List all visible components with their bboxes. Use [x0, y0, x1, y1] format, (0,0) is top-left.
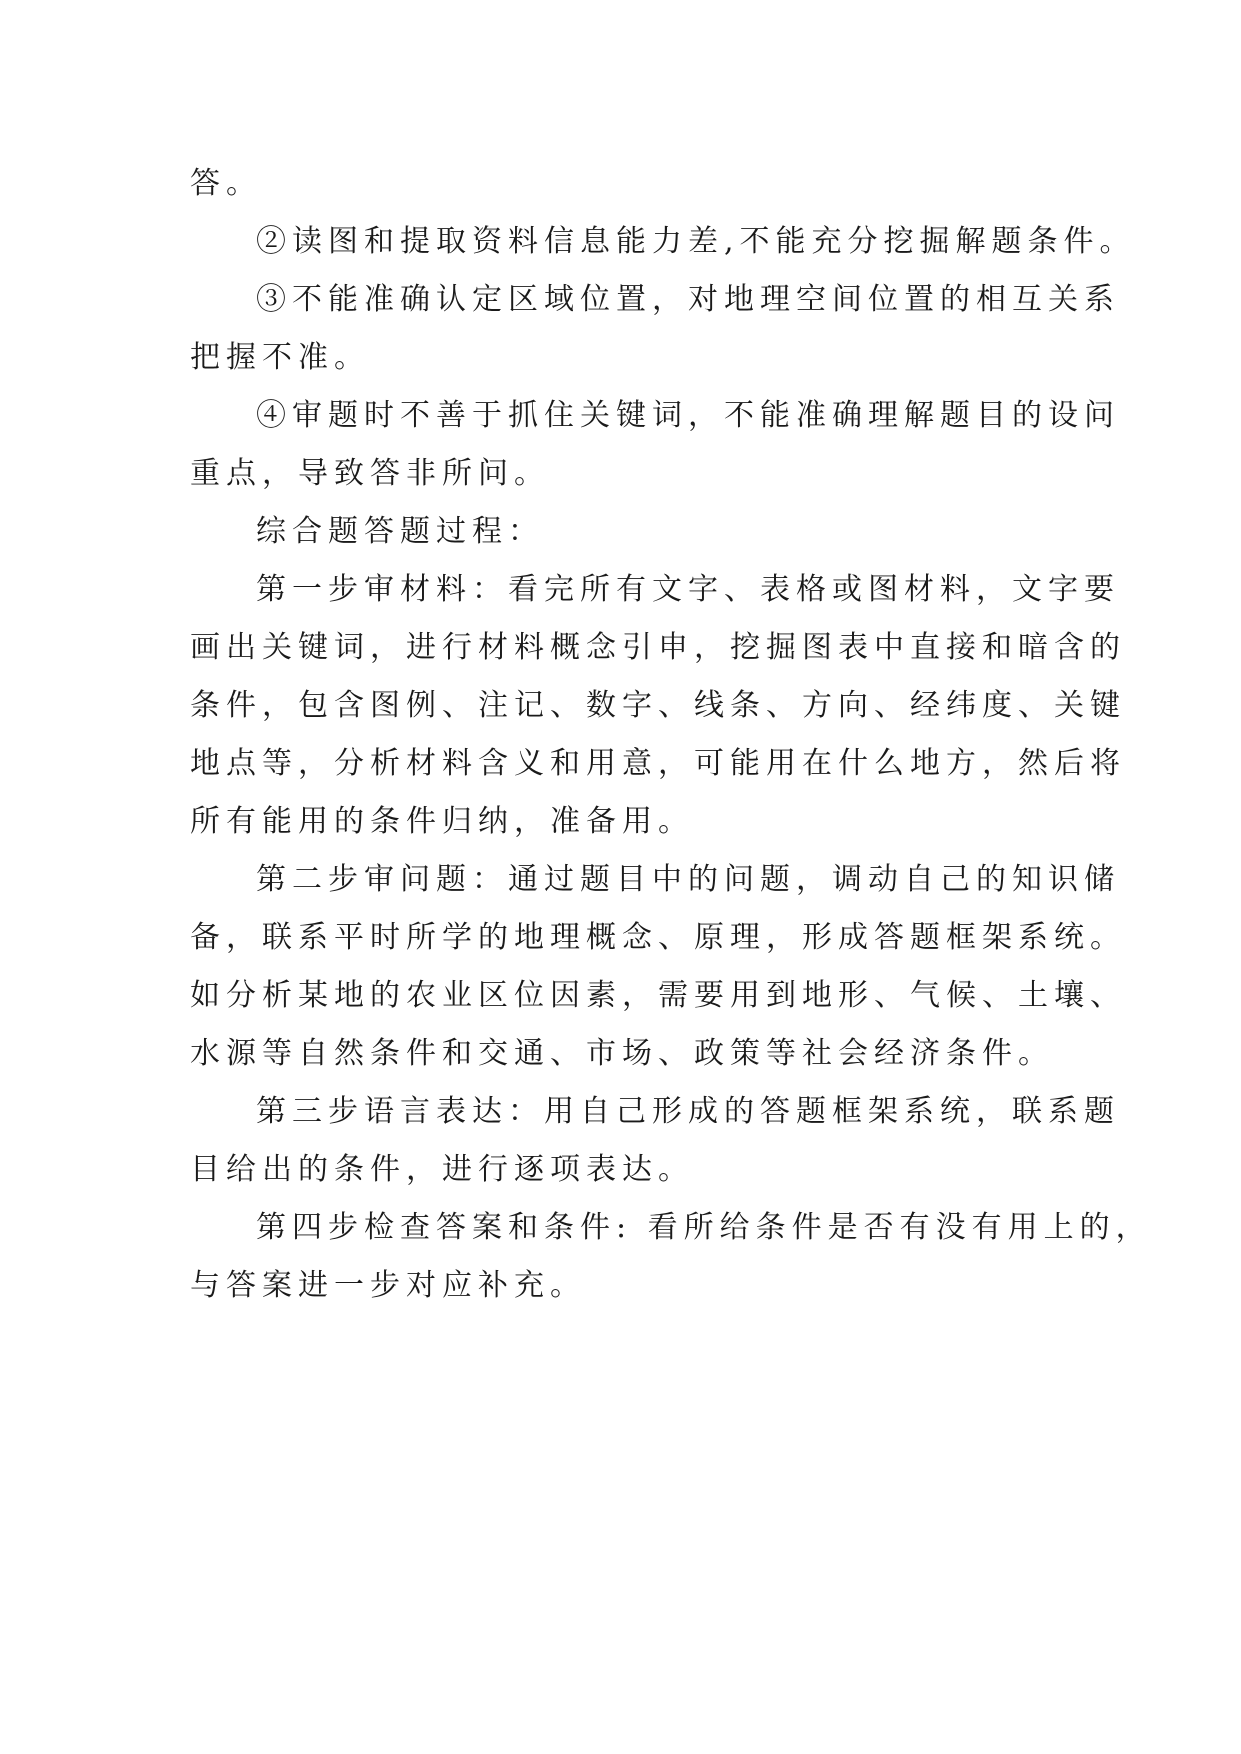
text-line: 条件，包含图例、注记、数字、线条、方向、经纬度、关键	[190, 688, 1126, 723]
text-line: 备，联系平时所学的地理概念、原理，形成答题框架系统。	[190, 920, 1126, 955]
text-line: 目给出的条件，进行逐项表达。	[190, 1152, 694, 1187]
text-line: 与答案进一步对应补充。	[190, 1268, 586, 1303]
text-line: 画出关键词，进行材料概念引申，挖掘图表中直接和暗含的	[190, 630, 1126, 665]
text-line: 水源等自然条件和交通、市场、政策等社会经济条件。	[190, 1036, 1054, 1071]
text-line: ③不能准确认定区域位置，对地理空间位置的相互关系	[256, 282, 1120, 317]
text-line: ②读图和提取资料信息能力差,不能充分挖掘解题条件。	[256, 224, 1136, 259]
text-line: 第一步审材料：看完所有文字、表格或图材料，文字要	[256, 572, 1120, 607]
text-line: 地点等，分析材料含义和用意，可能用在什么地方，然后将	[190, 746, 1126, 781]
text-line: 如分析某地的农业区位因素，需要用到地形、气候、土壤、	[190, 978, 1126, 1013]
text-line: 第三步语言表达：用自己形成的答题框架系统，联系题	[256, 1094, 1120, 1129]
text-line: 答。	[190, 166, 262, 201]
text-line: 重点，导致答非所问。	[190, 456, 550, 491]
text-line: ④审题时不善于抓住关键词，不能准确理解题目的设问	[256, 398, 1120, 433]
text-line: 第四步检查答案和条件: 看所给条件是否有没有用上的，	[256, 1210, 1152, 1245]
text-line: 所有能用的条件归纳，准备用。	[190, 804, 694, 839]
text-line: 第二步审问题：通过题目中的问题，调动自己的知识储	[256, 862, 1120, 897]
text-line: 综合题答题过程：	[256, 514, 544, 549]
text-line: 把握不准。	[190, 340, 370, 375]
